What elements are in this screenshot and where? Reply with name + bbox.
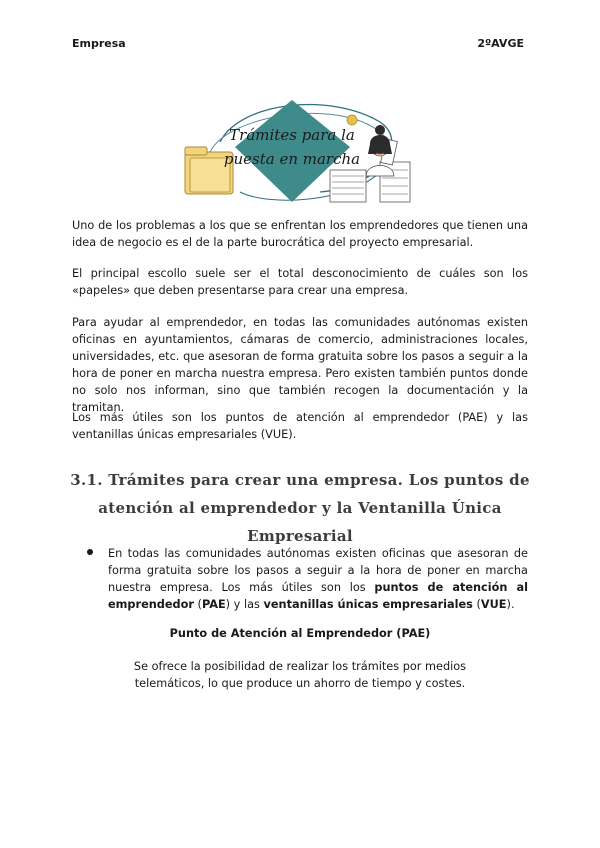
bullet-item: En todas las comunidades autónomas existen oficinas que asesoran de forma gratuita sobre los pasos a seguir a la hora de poner en marcha nuestra empresa. Los más útiles son los puntos de atención al emprendedor (PAE) y las ventanillas únicas empresariales (VUE). <box>108 547 528 611</box>
header-subject: Empresa <box>72 37 126 50</box>
header-course: 2ºAVGE <box>477 37 524 50</box>
pae-subheading: Punto de Atención al Emprendedor (PAE) <box>169 627 431 640</box>
pae-term: puntos de atención al emprendedor <box>108 581 528 611</box>
pae-description: Se ofrece la posibilidad de realizar los trámites por medios telemáticos, lo que produce un ahorro de tiempo y costes. <box>133 660 467 690</box>
paragraph-4: Los más útiles son los puntos de atención al emprendedor (PAE) y las ventanillas únicas empresariales (VUE). <box>72 411 528 441</box>
coin-icon <box>347 115 357 125</box>
section-heading: 3.1. Trámites para crear una empresa. Los puntos de atención al emprendedor y la Ventanilla Única Empresarial <box>70 471 530 545</box>
paragraph-2: El principal escollo suele ser el total desconocimiento de cuáles son los «papeles» que deben presentarse para crear una empresa. <box>72 267 528 297</box>
illustration-title-line2: puesta en marcha <box>223 150 361 168</box>
vue-acronym: VUE <box>480 598 507 611</box>
illustration-title-line1: Trámites para la <box>229 126 355 144</box>
tramites-illustration <box>180 92 420 212</box>
paragraph-1: Uno de los problemas a los que se enfrentan los emprendedores que tienen una idea de negocio es el de la parte burocrática del proyecto empresarial. <box>72 219 528 249</box>
bullet-marker <box>87 549 93 555</box>
paragraph-3: Para ayudar al emprendedor, en todas las comunidades autónomas existen oficinas en ayuntamientos, cámaras de comercio, administraciones locales, universidades, etc. que asesoran de forma gratuita sobre los pasos a seguir a la hora de poner en marcha nuestra empresa. Pero existen también puntos donde no solo nos informan, sino que también recogen la documentación y la tramitan. <box>72 316 528 414</box>
pae-acronym: PAE <box>201 598 226 611</box>
vue-term: ventanillas únicas empresariales <box>263 598 473 611</box>
